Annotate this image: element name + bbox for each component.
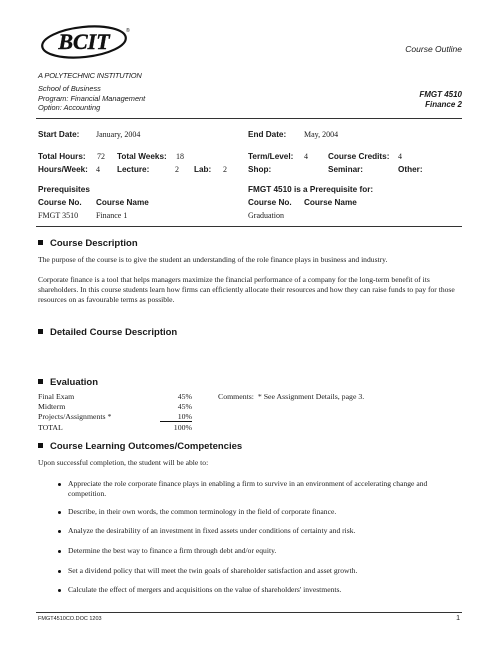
credits-value: 4 — [398, 152, 402, 161]
outcome-item: Set a dividend policy that will meet the twin goals of shareholder satisfaction and asset growth. — [68, 566, 358, 575]
prereq-col-name: Course Name — [96, 198, 149, 207]
eval-weight: 45% — [177, 402, 192, 411]
hours-week-value: 4 — [96, 165, 100, 174]
detailed-description-heading: Detailed Course Description — [38, 327, 177, 338]
outcome-item: Describe, in their own words, the common terminology in the field of corporate finance. — [68, 507, 337, 516]
school-block — [38, 84, 145, 113]
bullet-icon — [58, 530, 61, 533]
square-bullet-icon — [38, 443, 43, 448]
footer-filename: FMGT4510CO.DOC 1203 — [38, 616, 102, 622]
footer-divider — [36, 612, 462, 613]
prereq-course-no: FMGT 3510 — [38, 211, 79, 220]
comments-label: Comments: — [218, 392, 254, 401]
outcome-item: Analyze the desirability of an investment in fixed assets under conditions of certainty and risk. — [68, 526, 356, 535]
term-value: 4 — [304, 152, 308, 161]
eval-weight: 100% — [173, 423, 192, 432]
eval-item: Midterm — [38, 402, 66, 411]
bcit-logo — [38, 24, 134, 68]
start-date-value: January, 2004 — [96, 130, 141, 139]
description-paragraph-1: The purpose of the course is to give the student an understanding of the role finance plays in business and industry. — [38, 255, 388, 264]
other-label: Other: — [398, 165, 423, 174]
bullet-icon — [58, 511, 61, 514]
total-weeks-label: Total Weeks: — [117, 152, 167, 161]
square-bullet-icon — [38, 379, 43, 384]
eval-item: Final Exam — [38, 392, 75, 401]
start-date-label: Start Date: — [38, 130, 80, 139]
lab-label: Lab: — [194, 165, 212, 174]
bullet-icon — [58, 483, 61, 486]
school-name: School of Business — [38, 84, 101, 93]
bullet-icon — [58, 589, 61, 592]
prereq-col-no: Course No. — [38, 198, 82, 207]
option-name: Option: Accounting — [38, 103, 101, 112]
lecture-label: Lecture: — [117, 165, 150, 174]
eval-weight: 10% — [160, 412, 192, 422]
prereq-for-value: Graduation — [248, 211, 284, 220]
outcome-item: Appreciate the role corporate finance plays in enabling a firm to survive in an environment of accelerating change and competition. — [68, 479, 428, 498]
description-paragraph-2: Corporate finance is a tool that helps managers maximize the financial performance of a company for the long-term benefit of its shareholders. In this course students learn how firms can efficiently allocate their resources and how they can raise funds to pay for those resources on as favourable terms as possible. — [38, 275, 455, 304]
term-label: Term/Level: — [248, 152, 294, 161]
lecture-value: 2 — [175, 165, 179, 174]
program-name: Program: Financial Management — [38, 93, 146, 103]
svg-text:BCIT: BCIT — [58, 29, 110, 54]
eval-item: Projects/Assignments * — [38, 412, 112, 421]
course-code: FMGT 4510 — [419, 90, 462, 99]
course-id-block — [419, 90, 462, 110]
lab-value: 2 — [223, 165, 227, 174]
prereq-for-col-name: Course Name — [304, 198, 357, 207]
hours-week-label: Hours/Week: — [38, 165, 88, 174]
seminar-label: Seminar: — [328, 165, 364, 174]
outcome-item: Calculate the effect of mergers and acquisitions on the value of shareholders' investments. — [68, 585, 342, 594]
end-date-value: May, 2004 — [304, 130, 339, 139]
square-bullet-icon — [38, 329, 43, 334]
bullet-icon — [58, 550, 61, 553]
eval-comments — [218, 392, 364, 401]
prerequisites-title: Prerequisites — [38, 185, 90, 194]
outcomes-heading: Course Learning Outcomes/Competencies — [38, 441, 242, 452]
divider — [36, 118, 462, 119]
svg-text:®: ® — [126, 28, 130, 34]
doc-type: Course Outline — [405, 44, 462, 54]
total-weeks-value: 18 — [176, 152, 184, 161]
square-bullet-icon — [38, 240, 43, 245]
outcomes-intro: Upon successful completion, the student will be able to: — [38, 458, 209, 467]
page-number: 1 — [456, 615, 460, 622]
tagline: A POLYTECHNIC INSTITUTION — [38, 71, 142, 80]
total-hours-value: 72 — [97, 152, 105, 161]
course-description-heading: Course Description — [38, 238, 138, 249]
end-date-label: End Date: — [248, 130, 287, 139]
divider — [36, 226, 462, 227]
prereq-course-name: Finance 1 — [96, 211, 128, 220]
eval-item: TOTAL — [38, 423, 63, 432]
eval-weight: 45% — [177, 392, 192, 401]
course-title: Finance 2 — [425, 100, 462, 109]
evaluation-heading: Evaluation — [38, 377, 98, 388]
prereq-for-title: FMGT 4510 is a Prerequisite for: — [248, 185, 374, 194]
total-hours-label: Total Hours: — [38, 152, 86, 161]
bullet-icon — [58, 570, 61, 573]
shop-label: Shop: — [248, 165, 272, 174]
outcome-item: Determine the best way to finance a firm through debt and/or equity. — [68, 546, 277, 555]
prereq-for-col-no: Course No. — [248, 198, 292, 207]
comments-text: * See Assignment Details, page 3. — [257, 392, 365, 401]
credits-label: Course Credits: — [328, 152, 390, 161]
